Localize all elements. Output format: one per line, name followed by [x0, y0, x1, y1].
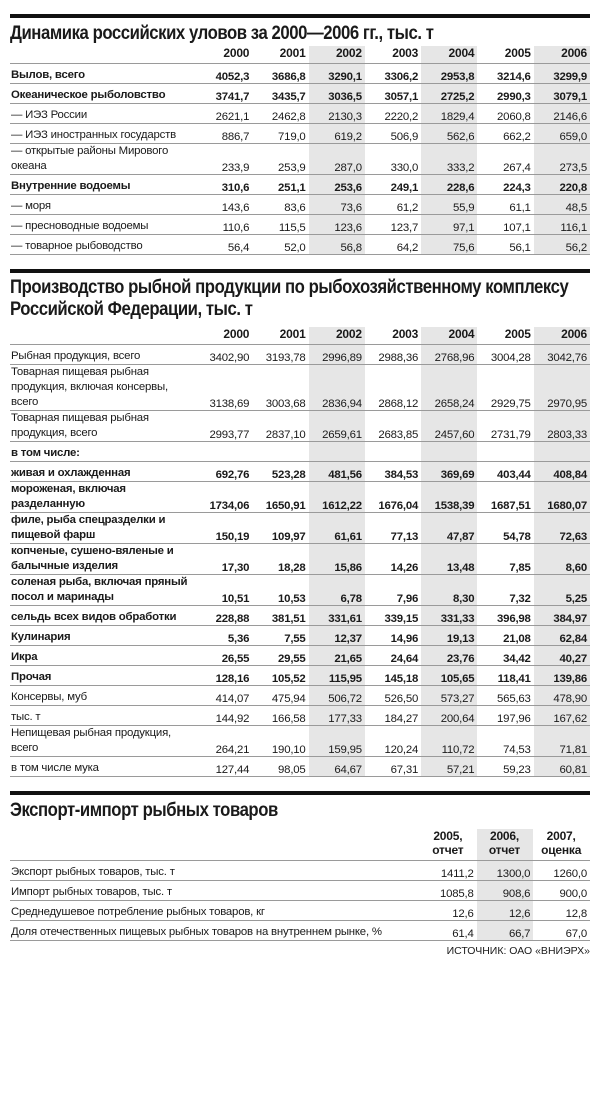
year-header: 2004	[421, 46, 477, 64]
table-cell: 475,94	[252, 686, 308, 706]
table-cell: 56,4	[196, 235, 252, 255]
table-row	[10, 921, 590, 941]
table-cell: 4052,3	[196, 64, 252, 84]
table-cell: 1680,07	[534, 482, 590, 513]
table-cell: 573,27	[421, 686, 477, 706]
table-cell: 3042,76	[534, 345, 590, 365]
table-cell: 2970,95	[534, 365, 590, 411]
row-label: Экспорт рыбных товаров, тыс. т	[10, 861, 420, 881]
table-row	[10, 124, 590, 144]
table-row	[10, 646, 590, 666]
table-cell: 10,51	[196, 575, 252, 606]
table-cell: 2731,79	[477, 411, 533, 442]
table-cell: 21,65	[309, 646, 365, 666]
table-cell: 67,31	[365, 757, 421, 777]
section-catch-dynamics	[10, 14, 590, 255]
table-row	[10, 144, 590, 175]
table-cell: 1687,51	[477, 482, 533, 513]
table-cell: 47,87	[421, 513, 477, 544]
row-label: Вылов, всего	[10, 64, 196, 84]
table-row	[10, 84, 590, 104]
row-label: — товарное рыбоводство	[10, 235, 196, 255]
table-cell: 56,8	[309, 235, 365, 255]
table-row	[10, 215, 590, 235]
table-cell: 74,53	[477, 726, 533, 757]
table-cell: 48,5	[534, 195, 590, 215]
table-cell: 3193,78	[252, 345, 308, 365]
table-cell: 2953,8	[421, 64, 477, 84]
year-header: 2002	[309, 327, 365, 345]
table-cell: 166,58	[252, 706, 308, 726]
table-cell: 1085,8	[420, 881, 477, 901]
table-cell: 3299,9	[534, 64, 590, 84]
table-cell: 7,96	[365, 575, 421, 606]
table-cell: 369,69	[421, 462, 477, 482]
table-cell: 3214,6	[477, 64, 533, 84]
table-row	[10, 606, 590, 626]
table-cell: 662,2	[477, 124, 533, 144]
table-cell: 115,95	[309, 666, 365, 686]
table-cell: 139,86	[534, 666, 590, 686]
table-cell: 107,1	[477, 215, 533, 235]
table-cell: 177,33	[309, 706, 365, 726]
table-cell: 408,84	[534, 462, 590, 482]
period-header: 2005, отчет	[420, 829, 477, 861]
table-cell: 523,28	[252, 462, 308, 482]
table-cell: 3741,7	[196, 84, 252, 104]
table-row	[10, 104, 590, 124]
table-cell: 197,96	[477, 706, 533, 726]
table-cell: 61,61	[309, 513, 365, 544]
row-label: сельдь всех видов обработки	[10, 606, 196, 626]
section-fish-production	[10, 269, 590, 777]
table-cell: 150,19	[196, 513, 252, 544]
table-cell: 34,42	[477, 646, 533, 666]
table-cell: 52,0	[252, 235, 308, 255]
table-row	[10, 861, 590, 881]
table-cell: 267,4	[477, 144, 533, 175]
table-cell: 24,64	[365, 646, 421, 666]
table-row	[10, 626, 590, 646]
table-cell: 14,96	[365, 626, 421, 646]
table-cell: 2803,33	[534, 411, 590, 442]
table-cell: 2768,96	[421, 345, 477, 365]
table-cell: 75,6	[421, 235, 477, 255]
table-cell: 143,6	[196, 195, 252, 215]
table-row	[10, 175, 590, 195]
table-header-row	[10, 327, 590, 345]
page	[10, 0, 590, 1105]
table-cell: 3290,1	[309, 64, 365, 84]
table-cell: 2725,2	[421, 84, 477, 104]
table-cell: 3079,1	[534, 84, 590, 104]
table-cell: 61,4	[420, 921, 477, 941]
table-cell: 17,30	[196, 544, 252, 575]
table-cell: 73,6	[309, 195, 365, 215]
year-header: 2005	[477, 327, 533, 345]
year-header: 2006	[534, 46, 590, 64]
table-cell: 1411,2	[420, 861, 477, 881]
table-cell	[421, 442, 477, 462]
year-header: 2000	[196, 46, 252, 64]
table-cell: 127,44	[196, 757, 252, 777]
table-cell: 60,81	[534, 757, 590, 777]
table-cell: 2220,2	[365, 104, 421, 124]
table-cell: 396,98	[477, 606, 533, 626]
table-cell: 3057,1	[365, 84, 421, 104]
table-row	[10, 881, 590, 901]
table-cell: 5,36	[196, 626, 252, 646]
table-cell: 264,21	[196, 726, 252, 757]
row-label: Импорт рыбных товаров, тыс. т	[10, 881, 420, 901]
row-label: — пресноводные водоемы	[10, 215, 196, 235]
table-row	[10, 757, 590, 777]
table-header-row	[10, 829, 590, 861]
table-cell: 1612,22	[309, 482, 365, 513]
period-header: 2006, отчет	[477, 829, 534, 861]
year-header: 2005	[477, 46, 533, 64]
table-cell	[534, 442, 590, 462]
table-cell: 110,6	[196, 215, 252, 235]
table-cell: 159,95	[309, 726, 365, 757]
table-row	[10, 462, 590, 482]
table-cell: 12,6	[420, 901, 477, 921]
row-label: Консервы, муб	[10, 686, 196, 706]
table-cell: 692,76	[196, 462, 252, 482]
row-label: Икра	[10, 646, 196, 666]
row-label: Рыбная продукция, всего	[10, 345, 196, 365]
table-cell	[252, 442, 308, 462]
table-row	[10, 482, 590, 513]
table-cell: 3435,7	[252, 84, 308, 104]
row-label: Среднедушевое потребление рыбных товаров, кг	[10, 901, 420, 921]
row-label: живая и охлажденная	[10, 462, 196, 482]
table-cell: 57,21	[421, 757, 477, 777]
table-cell: 64,2	[365, 235, 421, 255]
table-cell: 414,07	[196, 686, 252, 706]
table-cell: 6,78	[309, 575, 365, 606]
table-cell: 481,56	[309, 462, 365, 482]
table-cell: 253,9	[252, 144, 308, 175]
table-row	[10, 575, 590, 606]
table-cell: 62,84	[534, 626, 590, 646]
table-cell: 506,9	[365, 124, 421, 144]
table-cell: 2868,12	[365, 365, 421, 411]
table-cell: 2993,77	[196, 411, 252, 442]
table-cell: 562,6	[421, 124, 477, 144]
row-label: в том числе:	[10, 442, 196, 462]
year-header: 2003	[365, 46, 421, 64]
table-cell: 565,63	[477, 686, 533, 706]
table-cell: 2929,75	[477, 365, 533, 411]
row-label: — ИЭЗ России	[10, 104, 196, 124]
table-cell: 116,1	[534, 215, 590, 235]
catch-table	[10, 46, 590, 255]
table-cell: 18,28	[252, 544, 308, 575]
table-cell: 184,27	[365, 706, 421, 726]
table-cell: 23,76	[421, 646, 477, 666]
table-cell: 220,8	[534, 175, 590, 195]
table-cell: 251,1	[252, 175, 308, 195]
row-label: Кулинария	[10, 626, 196, 646]
table-cell: 61,2	[365, 195, 421, 215]
table-cell: 331,61	[309, 606, 365, 626]
section-rule	[10, 14, 590, 18]
table-cell: 109,97	[252, 513, 308, 544]
table-row	[10, 544, 590, 575]
table-cell: 105,52	[252, 666, 308, 686]
table-cell: 659,0	[534, 124, 590, 144]
table-header-row	[10, 46, 590, 64]
table-cell: 1260,0	[533, 861, 590, 881]
table-cell: 123,6	[309, 215, 365, 235]
table-cell: 2621,1	[196, 104, 252, 124]
table-cell: 5,25	[534, 575, 590, 606]
section-title: Производство рыбной продукции по рыбохозяйственному комплексу Российской Федерации, тыс. т	[10, 277, 569, 320]
table-cell: 3003,68	[252, 365, 308, 411]
table-cell: 384,97	[534, 606, 590, 626]
table-cell: 190,10	[252, 726, 308, 757]
year-header: 2003	[365, 327, 421, 345]
table-cell: 719,0	[252, 124, 308, 144]
table-cell: 3686,8	[252, 64, 308, 84]
table-cell: 7,32	[477, 575, 533, 606]
table-cell: 12,37	[309, 626, 365, 646]
table-cell: 67,0	[533, 921, 590, 941]
row-label: — моря	[10, 195, 196, 215]
table-cell: 478,90	[534, 686, 590, 706]
table-cell: 1676,04	[365, 482, 421, 513]
table-cell: 333,2	[421, 144, 477, 175]
table-cell: 77,13	[365, 513, 421, 544]
table-cell: 2462,8	[252, 104, 308, 124]
table-cell	[309, 442, 365, 462]
row-label: Непищевая рыбная продукция, всего	[10, 726, 196, 757]
section-export-import	[10, 791, 590, 957]
table-cell	[365, 442, 421, 462]
table-cell: 287,0	[309, 144, 365, 175]
table-cell: 56,2	[534, 235, 590, 255]
table-cell: 3306,2	[365, 64, 421, 84]
table-cell: 619,2	[309, 124, 365, 144]
section-title: Динамика российских уловов за 2000—2006 гг., тыс. т	[10, 23, 434, 44]
table-row	[10, 442, 590, 462]
year-header: 2006	[534, 327, 590, 345]
table-cell: 900,0	[533, 881, 590, 901]
table-cell: 10,53	[252, 575, 308, 606]
table-cell: 228,6	[421, 175, 477, 195]
table-cell: 123,7	[365, 215, 421, 235]
table-cell: 3004,28	[477, 345, 533, 365]
table-row	[10, 686, 590, 706]
year-header: 2004	[421, 327, 477, 345]
table-row	[10, 365, 590, 411]
table-cell: 908,6	[477, 881, 534, 901]
table-cell: 2146,6	[534, 104, 590, 124]
table-cell: 144,92	[196, 706, 252, 726]
table-cell: 54,78	[477, 513, 533, 544]
table-cell: 1300,0	[477, 861, 534, 881]
table-cell: 105,65	[421, 666, 477, 686]
row-label: филе, рыба спецразделки и пищевой фарш	[10, 513, 196, 544]
table-cell: 273,5	[534, 144, 590, 175]
table-cell: 71,81	[534, 726, 590, 757]
table-cell: 97,1	[421, 215, 477, 235]
table-cell: 2996,89	[309, 345, 365, 365]
table-cell: 110,72	[421, 726, 477, 757]
table-cell: 2659,61	[309, 411, 365, 442]
table-cell: 249,1	[365, 175, 421, 195]
table-cell: 403,44	[477, 462, 533, 482]
table-cell: 98,05	[252, 757, 308, 777]
table-row	[10, 64, 590, 84]
table-cell: 72,63	[534, 513, 590, 544]
table-cell: 13,48	[421, 544, 477, 575]
table-cell: 384,53	[365, 462, 421, 482]
table-cell: 26,55	[196, 646, 252, 666]
row-label: в том числе мука	[10, 757, 196, 777]
table-cell: 21,08	[477, 626, 533, 646]
table-cell: 12,6	[477, 901, 534, 921]
table-cell: 2130,3	[309, 104, 365, 124]
table-cell: 1538,39	[421, 482, 477, 513]
table-cell: 8,60	[534, 544, 590, 575]
year-header: 2000	[196, 327, 252, 345]
section-title: Экспорт-импорт рыбных товаров	[10, 800, 278, 821]
table-cell: 59,23	[477, 757, 533, 777]
table-cell: 145,18	[365, 666, 421, 686]
table-cell: 19,13	[421, 626, 477, 646]
table-cell: 253,6	[309, 175, 365, 195]
table-row	[10, 513, 590, 544]
table-cell: 2457,60	[421, 411, 477, 442]
table-row	[10, 411, 590, 442]
row-label: — открытые районы Мирового океана	[10, 144, 196, 175]
table-cell: 1734,06	[196, 482, 252, 513]
table-cell: 2988,36	[365, 345, 421, 365]
table-cell: 886,7	[196, 124, 252, 144]
table-cell: 506,72	[309, 686, 365, 706]
table-cell: 2990,3	[477, 84, 533, 104]
table-cell: 331,33	[421, 606, 477, 626]
table-row	[10, 901, 590, 921]
source-note: ИСТОЧНИК: ОАО «ВНИЭРХ»	[446, 945, 590, 957]
table-cell: 66,7	[477, 921, 534, 941]
table-cell: 224,3	[477, 175, 533, 195]
row-label: тыс. т	[10, 706, 196, 726]
row-label: Товарная пищевая рыбная продукция, всего	[10, 411, 196, 442]
year-header: 2001	[252, 327, 308, 345]
table-cell: 40,27	[534, 646, 590, 666]
table-cell	[477, 442, 533, 462]
table-cell: 200,64	[421, 706, 477, 726]
row-label: копченые, сушено-вяленые и балычные изделия	[10, 544, 196, 575]
table-cell: 55,9	[421, 195, 477, 215]
table-cell: 12,8	[533, 901, 590, 921]
row-label: — ИЭЗ иностранных государств	[10, 124, 196, 144]
table-cell: 128,16	[196, 666, 252, 686]
table-row	[10, 666, 590, 686]
table-row	[10, 726, 590, 757]
production-table	[10, 327, 590, 777]
table-row	[10, 195, 590, 215]
row-label: Товарная пищевая рыбная продукция, включая консервы, всего	[10, 365, 196, 411]
section-rule	[10, 269, 590, 273]
table-cell: 8,30	[421, 575, 477, 606]
table-cell: 2683,85	[365, 411, 421, 442]
table-cell: 29,55	[252, 646, 308, 666]
table-cell: 3036,5	[309, 84, 365, 104]
row-label: Океаническое рыболовство	[10, 84, 196, 104]
table-cell: 2837,10	[252, 411, 308, 442]
table-row	[10, 345, 590, 365]
table-cell: 83,6	[252, 195, 308, 215]
year-header: 2002	[309, 46, 365, 64]
table-cell: 310,6	[196, 175, 252, 195]
row-label: соленая рыба, включая пряный посол и маринады	[10, 575, 196, 606]
year-header: 2001	[252, 46, 308, 64]
period-header: 2007, оценка	[533, 829, 590, 861]
table-cell: 64,67	[309, 757, 365, 777]
table-cell: 1650,91	[252, 482, 308, 513]
table-cell: 118,41	[477, 666, 533, 686]
table-cell	[196, 442, 252, 462]
row-label: мороженая, включая разделанную	[10, 482, 196, 513]
table-cell: 2060,8	[477, 104, 533, 124]
row-label: Внутренние водоемы	[10, 175, 196, 195]
table-cell: 228,88	[196, 606, 252, 626]
table-cell: 7,55	[252, 626, 308, 646]
table-cell: 3138,69	[196, 365, 252, 411]
table-cell: 115,5	[252, 215, 308, 235]
export-import-table	[10, 829, 590, 941]
table-row	[10, 706, 590, 726]
table-cell: 233,9	[196, 144, 252, 175]
table-cell: 381,51	[252, 606, 308, 626]
table-cell: 339,15	[365, 606, 421, 626]
table-cell: 56,1	[477, 235, 533, 255]
table-cell: 167,62	[534, 706, 590, 726]
table-cell: 2658,24	[421, 365, 477, 411]
table-cell: 526,50	[365, 686, 421, 706]
table-cell: 15,86	[309, 544, 365, 575]
table-cell: 14,26	[365, 544, 421, 575]
table-cell: 120,24	[365, 726, 421, 757]
table-cell: 1829,4	[421, 104, 477, 124]
table-row	[10, 235, 590, 255]
table-cell: 7,85	[477, 544, 533, 575]
table-cell: 2836,94	[309, 365, 365, 411]
row-label: Прочая	[10, 666, 196, 686]
row-label: Доля отечественных пищевых рыбных товаров на внутреннем рынке, %	[10, 921, 420, 941]
section-rule	[10, 791, 590, 795]
table-cell: 61,1	[477, 195, 533, 215]
table-cell: 330,0	[365, 144, 421, 175]
table-cell: 3402,90	[196, 345, 252, 365]
